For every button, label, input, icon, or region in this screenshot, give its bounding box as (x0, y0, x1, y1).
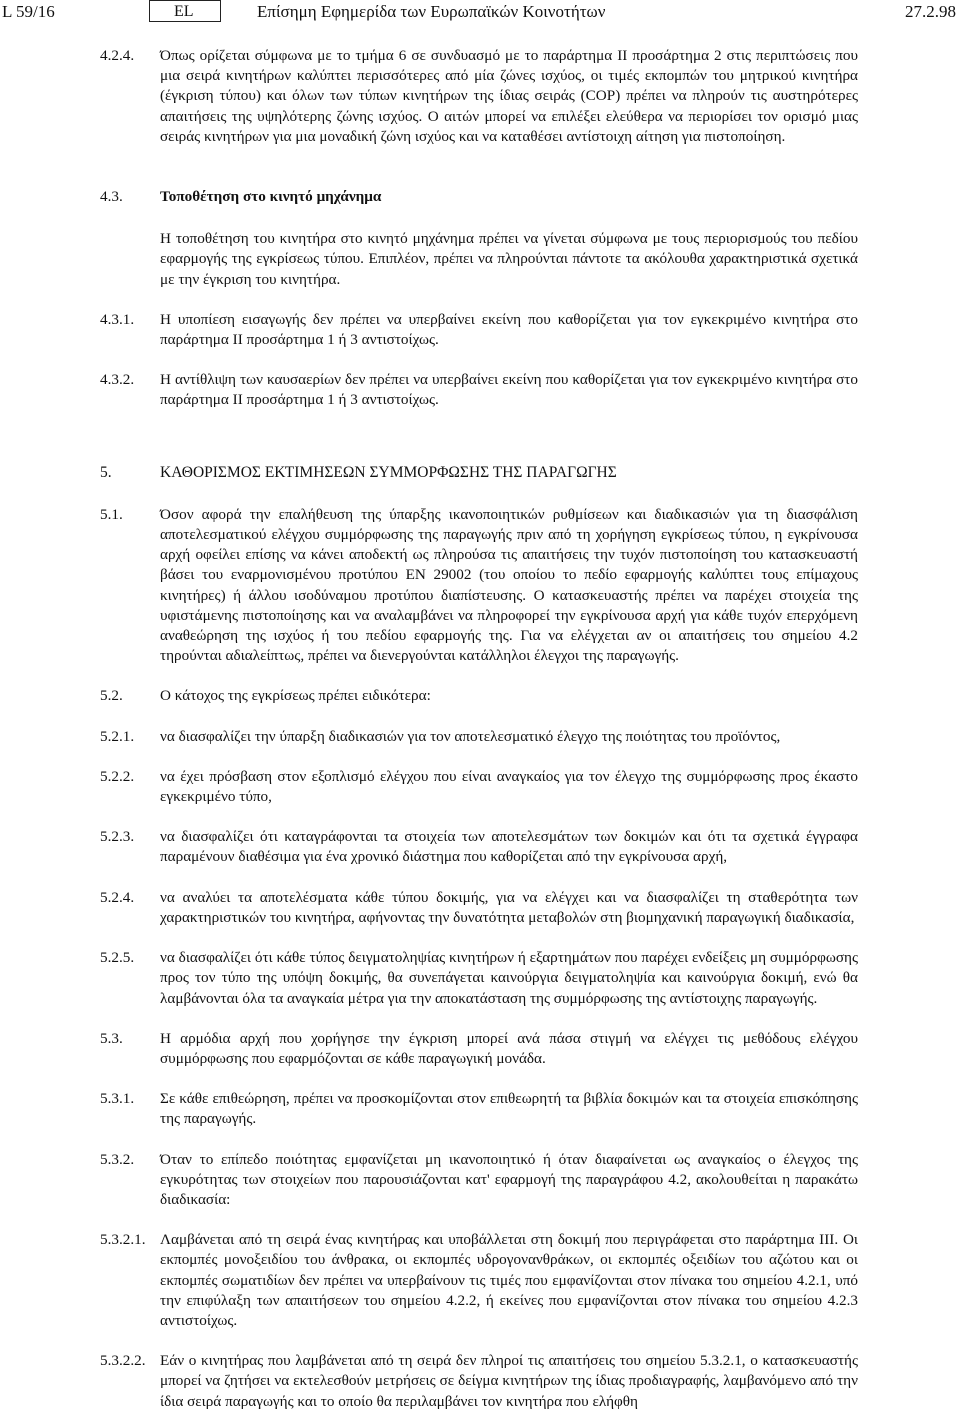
section-number: 5.2.1. (100, 727, 135, 745)
section-text: να έχει πρόσβαση στον εξοπλισμό ελέγχου που είναι αναγκαίος για τον έλεγχο της συμμόρφωσης προς έκαστο εγκεκριμένο τύπο, (160, 767, 858, 806)
section-number: 5.3.2. (100, 1150, 135, 1168)
section-5-2-2 (0, 767, 960, 807)
section-text: Η αρμόδια αρχή που χορήγησε την έγκριση μπορεί ανά πάσα στιγμή να ελέγχει τις μεθόδους ελέγχου συμμόρφωσης που εφαρμόζονται σε κάθε παραγωγική μονάδα. (160, 1029, 858, 1067)
section-number: 5.3.2.2. (100, 1352, 146, 1370)
section-5-3-1 (0, 1089, 960, 1129)
section-number: 5. (100, 463, 112, 481)
section-text: Λαμβάνεται από τη σειρά ένας κινητήρας και υποβάλλεται στη δοκιμή που περιγράφεται στο παράρτημα III. Οι εκπομπές μονοξειδίου του άνθρακα, οι εκπομπές υδρογονανθράκων, οι εκπομπές οξειδίων του αζώτου και οι εκπομπές σωματιδίων δεν πρέπει να υπερβαίνουν τις τιμές που εμφανίζονται στον πίνακα του σημείου 4.2.1, υπό την επιφύλαξη των απαιτήσεων του σημείου 4.2.2, ή εκείνες που εμφανίζονται στον πίνακα του σημείου 4.2.3 αντιστοίχως. (160, 1231, 858, 1329)
section-4-3-intro (0, 229, 960, 290)
section-4-2-4 (0, 46, 960, 147)
section-text: Ο κάτοχος της εγκρίσεως πρέπει ειδικότερα: (160, 687, 431, 705)
section-text: Η τοποθέτηση του κινητήρα στο κινητό μηχάνημα πρέπει να γίνεται σύμφωνα με τους περιορισμούς του πεδίου εφαρμογής της εγκρίσεως τύπου. Επιπλέον, πρέπει να πληρούνται πάντοτε τα ακόλουθα χαρακτηριστικά σχετικά με την έγκριση του κινητήρα. (160, 230, 858, 288)
section-4-3-1 (0, 310, 960, 350)
section-number: 4.3.2. (100, 371, 135, 389)
section-number: 5.2. (100, 687, 123, 705)
section-text: Όπως ορίζεται σύμφωνα με το τμήμα 6 σε συνδυασμό με το παράρτημα II προσάρτημα 2 στις περιπτώσεις που μια σειρά κινητήρων καλύπτει περισσότερες από μία ζώνες ισχύος, οι τιμές εκπομπών του μητρικού κινητήρα (έγκριση τύπου) και όλων των τύπων κινητήρων της ίδιας σειράς (COP) πρέπει να πληρούν τις αυστηρότερες απαιτήσεις της υψηλότερης ζώνης ισχύος. Ο αιτών μπορεί να επιλέξει ελεύθερα να περιορίσει τον ορισμό μιας σειράς κινητήρων για μια μοναδική ζώνη ισχύος και να καταθέσει αντίστοιχη αίτηση για πιστοποίηση. (160, 47, 858, 145)
section-5-3-2-1 (0, 1230, 960, 1331)
page-header (0, 0, 960, 28)
section-text: Η αντίθλιψη των καυσαερίων δεν πρέπει να υπερβαίνει εκείνη που καθορίζεται για τον εγκεκριμένο κινητήρα στο παράρτημα II προσάρτημα 1 ή 3 αντιστοίχως. (160, 371, 858, 409)
section-5-3-2-2 (0, 1351, 960, 1412)
section-number: 5.1. (100, 505, 123, 523)
section-4-3 (0, 187, 960, 207)
section-5-3-2 (0, 1150, 960, 1211)
section-5-2-3 (0, 827, 960, 867)
section-text: να διασφαλίζει ότι καταγράφονται τα στοιχεία των αποτελεσμάτων των δοκιμών και ότι τα σχετικά έγγραφα παραμένουν διαθέσιμα για ένα χρονικό διάστημα που καθορίζεται από την εγκρίνουσα αρχή, (160, 828, 858, 866)
section-text: Σε κάθε επιθεώρηση, πρέπει να προσκομίζονται στον επιθεωρητή τα βιβλία δοκιμών και τα στοιχεία επισκόπησης της παραγωγής. (160, 1090, 858, 1128)
section-text: Όταν το επίπεδο ποιότητας εμφανίζεται μη ικανοποιητικό ή όταν διαφαίνεται ως αναγκαίος ο έλεγχος της εγκυρότητας των στοιχείων που παρουσιάζονται κατ' εφαρμογή της παραγράφου 4.2, ακολουθείται η παρακάτω διαδικασία: (160, 1150, 858, 1208)
section-text: Η υποπίεση εισαγωγής δεν πρέπει να υπερβαίνει εκείνη που καθορίζεται για τον εγκεκριμένο κινητήρα στο παράρτημα II προσάρτημα 1 ή 3 αντιστοίχως. (160, 310, 858, 349)
section-number: 5.2.4. (100, 888, 135, 906)
section-5-1 (0, 505, 960, 667)
section-text: να διασφαλίζει την ύπαρξη διαδικασιών για τον αποτελεσματικό έλεγχο της ποιότητας του προϊόντος, (160, 727, 781, 745)
section-5 (0, 463, 960, 483)
section-text: να αναλύει τα αποτελέσματα κάθε τύπου δοκιμής, για να ελέγχει και να διασφαλίζει τη σταθερότητα των χαρακτηριστικών του κινητήρα, αφήνοντας την δυνατότητα μεταβολών στη βιομηχανική παραγωγική διαδικασία, (160, 888, 858, 926)
section-text: Εάν ο κινητήρας που λαμβάνεται από τη σειρά δεν πληροί τις απαιτήσεις του σημείου 5.3.2.1, ο κατασκευαστής μπορεί να ζητήσει να εκτελεσθούν μετρήσεις σε δείγμα κινητήρων της ίδιας προδιαγραφής, λαμβανόμενο από την ίδια σειρά παραγωγής και το οποίο θα περιλαμβάνει τον κινητήρα που ελήφθη (160, 1352, 858, 1410)
section-4-3-2 (0, 370, 960, 410)
section-5-2-1 (0, 727, 960, 747)
language-code-box: EL (149, 0, 221, 22)
section-number: 5.3.1. (100, 1090, 135, 1108)
section-number: 5.2.2. (100, 767, 135, 785)
section-5-2-4 (0, 888, 960, 928)
section-number: 4.3.1. (100, 310, 135, 328)
journal-title: Επίσημη Εφημερίδα των Ευρωπαϊκών Κοινοτήτων (257, 2, 606, 21)
section-text: να διασφαλίζει ότι κάθε τύπος δειγματοληψίας κινητήρων ή εξαρτημάτων που παρέχει ενδείξεις μη συμμόρφωσης προς τον τύπο της υπόψη δοκιμής, θα συνεπάγεται καινούργια δειγματοληψία και καινούργια δοκιμή, ενώ θα λαμβάνονται όλα τα αναγκαία μέτρα για την αποκατάσταση της συμμόρφωσης της αντίστοιχης παραγωγής. (160, 949, 858, 1007)
section-5-3 (0, 1029, 960, 1069)
section-heading: Τοποθέτηση στο κινητό μηχάνημα (160, 188, 382, 206)
issue-date: 27.2.98 (905, 2, 956, 21)
section-5-2 (0, 686, 960, 706)
section-heading: ΚΑΘΟΡΙΣΜΟΣ ΕΚΤΙΜΗΣΕΩΝ ΣΥΜΜΟΡΦΩΣΗΣ ΤΗΣ ΠΑΡΑΓΩΓΗΣ (160, 463, 617, 481)
document-body (0, 46, 960, 1412)
section-number: 5.2.5. (100, 949, 135, 967)
section-5-2-5 (0, 948, 960, 1009)
section-number: 4.3. (100, 188, 123, 206)
page-reference: L 59/16 (2, 2, 55, 21)
section-number: 5.3. (100, 1029, 123, 1047)
section-text: Όσον αφορά την επαλήθευση της ύπαρξης ικανοποιητικών ρυθμίσεων και διαδικασιών για τη διασφάλιση αποτελεσματικού ελέγχου συμμόρφωσης της παραγωγής πριν από τη χορήγηση εγκρίσεως τύπου, η εγκρίνουσα αρχή οφείλει επίσης να κάνει αποδεκτή ως πληρούσα τις απαιτήσεις την τυχόν πιστοποίηση του κατασκευαστή βάσει του εναρμονισμένου προτύπου EN 29002 (του οποίου το πεδίο εφαρμογής καλύπτει τους επίμαχους κινητήρες) ή άλλου ισοδύναμου προτύπου διαπίστευσης. Ο κατασκευαστής πρέπει να παρέχει στοιχεία της υφιστάμενης πιστοποίησης και να αναλαμβάνει να πληροφορεί την εγκρίνουσα αρχή για κάθε τυχόν επερχόμενη αναθεώρηση της ισχύος ή του πεδίου εφαρμογής της. Για να ελέγχεται αν οι απαιτήσεις του σημείου 4.2 τηρούνται αδιαλείπτως, πρέπει να διενεργούνται κατάλληλοι έλεγχοι της παραγωγής. (160, 505, 858, 665)
section-number: 5.3.2.1. (100, 1231, 146, 1249)
section-number: 5.2.3. (100, 828, 135, 846)
section-number: 4.2.4. (100, 47, 135, 64)
